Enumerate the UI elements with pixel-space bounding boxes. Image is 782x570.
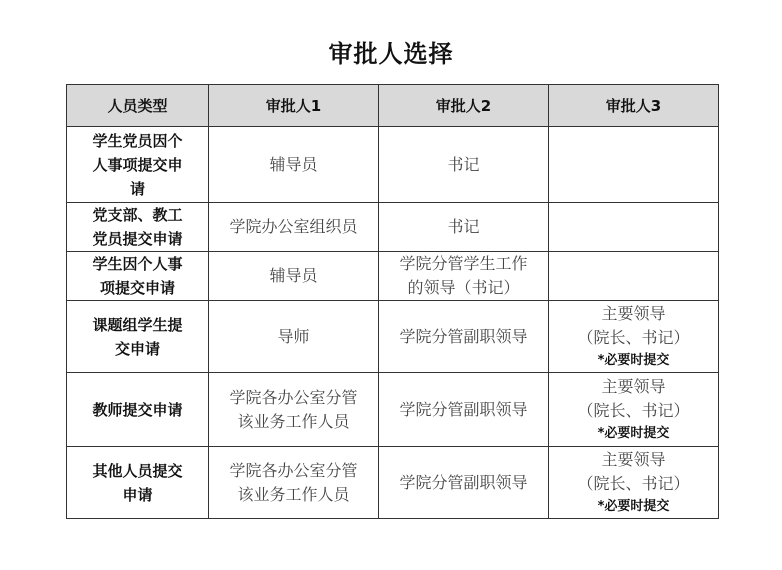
when-necessary-note: *必要时提交 <box>597 498 670 514</box>
person-type-cell-line: 教师提交申请 <box>92 400 183 419</box>
person-type-cell <box>67 373 209 447</box>
person-type-cell-line: 交申请 <box>114 339 160 358</box>
approver-1-cell <box>209 252 379 301</box>
approver-2-cell <box>379 373 549 447</box>
approver-3-cell <box>549 301 719 373</box>
approver-2-cell <box>379 301 549 373</box>
approver-3-cell <box>549 447 719 519</box>
person-type-cell-line: 其他人员提交 <box>92 461 183 480</box>
approver-3-cell <box>549 127 719 203</box>
approver-1-cell-line: 辅导员 <box>269 154 318 174</box>
approver-2-cell <box>379 252 549 301</box>
header-approver-1: 审批人1 <box>209 85 379 127</box>
header-person-type: 人员类型 <box>67 85 209 127</box>
approver-3-cell <box>549 252 719 301</box>
person-type-cell-line: 请 <box>129 179 145 198</box>
person-type-cell-line: 申请 <box>122 485 153 504</box>
when-necessary-note: *必要时提交 <box>597 425 670 441</box>
approver-1-cell <box>209 203 379 252</box>
person-type-cell-line: 学生因个人事 <box>92 255 183 273</box>
person-type-cell-line: 党支部、教工 <box>92 206 183 224</box>
table-body <box>67 127 719 519</box>
approver-3-cell-line: （院长、书记） <box>577 327 690 347</box>
approver-2-cell-line: 的领导（书记） <box>407 278 520 297</box>
approver-2-cell-line: 书记 <box>447 217 480 236</box>
table-row <box>67 127 719 203</box>
approver-3-cell-line: 主要领导 <box>601 303 666 323</box>
approver-1-cell-line: 该业务工作人员 <box>237 484 350 504</box>
approver-1-cell-line: 导师 <box>277 326 310 346</box>
approver-1-cell <box>209 373 379 447</box>
approver-1-cell <box>209 447 379 519</box>
approver-3-cell-line: 主要领导 <box>601 376 666 396</box>
approver-3-cell-line: 主要领导 <box>601 449 666 469</box>
approver-2-cell-line: 学院分管副职领导 <box>399 326 528 346</box>
person-type-cell-line: 学生党员因个 <box>92 131 183 150</box>
table-row <box>67 203 719 252</box>
approver-1-cell-line: 学院办公室组织员 <box>229 217 358 236</box>
approver-2-cell-line: 学院分管学生工作 <box>399 254 528 273</box>
person-type-cell-line: 项提交申请 <box>99 279 175 297</box>
table-row <box>67 252 719 301</box>
person-type-cell-line: 人事项提交申 <box>92 155 183 174</box>
table-row <box>67 447 719 519</box>
table-row <box>67 301 719 373</box>
approver-3-cell <box>549 203 719 252</box>
person-type-cell-line: 课题组学生提 <box>92 315 183 334</box>
approver-2-cell-line: 学院分管副职领导 <box>399 399 528 419</box>
person-type-cell <box>67 301 209 373</box>
person-type-cell <box>67 127 209 203</box>
approver-1-cell-line: 学院各办公室分管 <box>229 460 358 480</box>
approver-1-cell <box>209 127 379 203</box>
approval-table <box>66 84 719 519</box>
approver-3-cell <box>549 373 719 447</box>
table-row <box>67 373 719 447</box>
table-header-row <box>67 85 719 127</box>
approver-2-cell <box>379 127 549 203</box>
approver-1-cell-line: 辅导员 <box>269 266 318 285</box>
page-title: 审批人选择 <box>328 40 454 68</box>
approver-3-cell-line: （院长、书记） <box>577 400 690 420</box>
approver-1-cell-line: 学院各办公室分管 <box>229 387 358 407</box>
approver-2-cell-line: 书记 <box>447 154 480 174</box>
person-type-cell-line: 党员提交申请 <box>92 230 183 248</box>
approver-1-cell-line: 该业务工作人员 <box>237 411 350 431</box>
person-type-cell <box>67 203 209 252</box>
when-necessary-note: *必要时提交 <box>597 352 670 368</box>
approver-2-cell <box>379 203 549 252</box>
header-approver-3: 审批人3 <box>549 85 719 127</box>
approver-2-cell-line: 学院分管副职领导 <box>399 472 528 492</box>
approver-2-cell <box>379 447 549 519</box>
approver-3-cell-line: （院长、书记） <box>577 473 690 493</box>
header-approver-2: 审批人2 <box>379 85 549 127</box>
person-type-cell <box>67 447 209 519</box>
approver-1-cell <box>209 301 379 373</box>
person-type-cell <box>67 252 209 301</box>
